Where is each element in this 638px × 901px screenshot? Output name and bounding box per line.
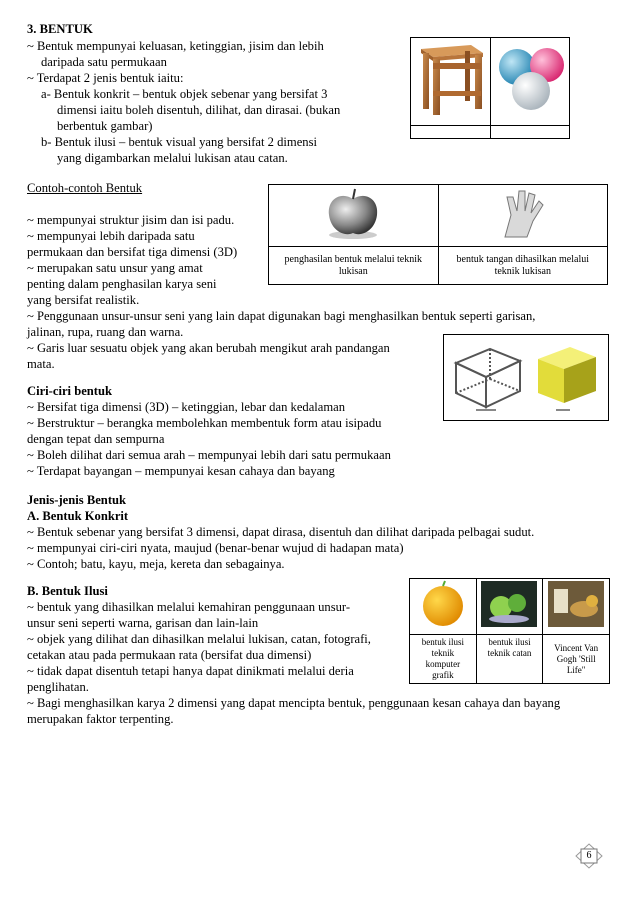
wooden-table-image (411, 38, 491, 126)
ilusi-line: ~ objek yang dilihat dan dihasilkan melalui lukisan, catan, fotografi, (27, 632, 371, 646)
intro-line: berbentuk gambar) (57, 119, 153, 133)
ciri-line: dengan tepat dan sempurna (27, 432, 165, 446)
ciri-line: ~ Berstruktur – berangka membolehkan membentuk form atau isipadu (27, 416, 382, 430)
concrete-form-image-table (410, 37, 570, 139)
fruit-painting-image (476, 579, 543, 635)
ilusi-line: cetakan atau pada permukaan rata (bersifat dua dimensi) (27, 648, 312, 662)
jenis-heading: Jenis-jenis Bentuk (27, 493, 127, 507)
contoh-heading: Contoh-contoh Bentuk (27, 181, 143, 195)
ilusi-heading: B. Bentuk Ilusi (27, 584, 108, 598)
intro-line: ~ Terdapat 2 jenis bentuk iaitu: (27, 71, 184, 85)
orange-graphic-image (410, 579, 477, 635)
intro-line: dimensi iaitu boleh disentuh, dilihat, dan dirasai. (bukan (57, 103, 341, 117)
contoh-line: penting dalam penghasilan karya seni (27, 277, 217, 291)
intro-line: daripada satu permukaan (41, 55, 167, 69)
contoh-line: ~ merupakan satu unsur yang amat (27, 261, 203, 275)
ciri-line: ~ Terdapat bayangan – mempunyai kesan cahaya dan bayang (27, 464, 335, 478)
contoh-line: ~ mempunyai struktur jisim dan isi padu. (27, 213, 235, 227)
empty-caption (490, 126, 570, 139)
page-number-badge (575, 843, 603, 869)
contoh-line: ~ Garis luar sesuatu objek yang akan berubah mengikut arah pandangan (27, 341, 390, 355)
page-number: 6 (586, 850, 592, 861)
contoh-line: permukaan dan bersifat tiga dimensi (3D) (27, 245, 238, 259)
ciri-line: ~ Boleh dilihat dari semua arah – mempunyai lebih dari satu permukaan (27, 448, 391, 462)
ciri-line: ~ Bersifat tiga dimensi (3D) – ketinggian, lebar dan kedalaman (27, 400, 346, 414)
konkrit-line: ~ mempunyai ciri-ciri nyata, maujud (benar-benar wujud di hadapan mata) (27, 541, 404, 555)
balls-image (490, 38, 570, 126)
cube-image (444, 335, 609, 421)
konkrit-line: ~ Contoh; batu, kayu, meja, kereta dan sebagainya. (27, 557, 285, 571)
intro-line: yang digambarkan melalui lukisan atau catan. (57, 151, 288, 165)
ilusi-line: ~ tidak dapat disentuh tetapi hanya dapat dinikmati melalui deria (27, 664, 354, 678)
hand-caption: bentuk tangan dihasilkan melalui teknik lukisan (438, 247, 607, 285)
apple-caption: penghasilan bentuk melalui teknik lukisan (269, 247, 439, 285)
empty-caption (411, 126, 491, 139)
ilusi-line: unsur seni seperti warna, garisan dan lain-lain (27, 616, 259, 630)
still-life-image (543, 579, 610, 635)
section-title: 3. BENTUK (27, 22, 93, 36)
ilusi-line: merupakan faktor terpenting. (27, 712, 174, 726)
caption-painting: bentuk ilusi teknik catan (476, 635, 543, 684)
illusion-image-table (409, 578, 610, 684)
hand-drawing-image (438, 185, 607, 247)
intro-line: ~ Bentuk mempunyai keluasan, ketinggian, jisim dan lebih (27, 39, 324, 53)
drawing-image-table (268, 184, 608, 285)
contoh-line: ~ Penggunaan unsur-unsur seni yang lain dapat digunakan bagi menghasilkan bentuk seperti garisan, (27, 309, 536, 323)
contoh-line: ~ mempunyai lebih daripada satu (27, 229, 195, 243)
ciri-heading: Ciri-ciri bentuk (27, 384, 113, 398)
contoh-line: yang bersifat realistik. (27, 293, 140, 307)
cube-image-table (443, 334, 609, 421)
konkrit-heading: A. Bentuk Konkrit (27, 509, 129, 523)
caption-van-gogh: Vincent Van Gogh 'Still Life" (543, 635, 610, 684)
ilusi-line: penglihatan. (27, 680, 89, 694)
ilusi-line: ~ bentuk yang dihasilkan melalui kemahiran penggunaan unsur- (27, 600, 351, 614)
konkrit-line: ~ Bentuk sebenar yang bersifat 3 dimensi, dapat dirasa, disentuh dan dilihat daripada pelbagai sudut. (27, 525, 535, 539)
contoh-line: mata. (27, 357, 55, 371)
caption-computer-graphic: bentuk ilusi teknik komputer grafik (410, 635, 477, 684)
intro-line: a- Bentuk konkrit – bentuk objek sebenar yang bersifat 3 (41, 87, 328, 101)
ilusi-line: ~ Bagi menghasilkan karya 2 dimensi yang dapat mencipta bentuk, penggunaan kesan cahaya dan bayang (27, 696, 561, 710)
apple-drawing-image (269, 185, 439, 247)
contoh-line: jalinan, rupa, ruang dan warna. (27, 325, 184, 339)
intro-line: b- Bentuk ilusi – bentuk visual yang bersifat 2 dimensi (41, 135, 317, 149)
